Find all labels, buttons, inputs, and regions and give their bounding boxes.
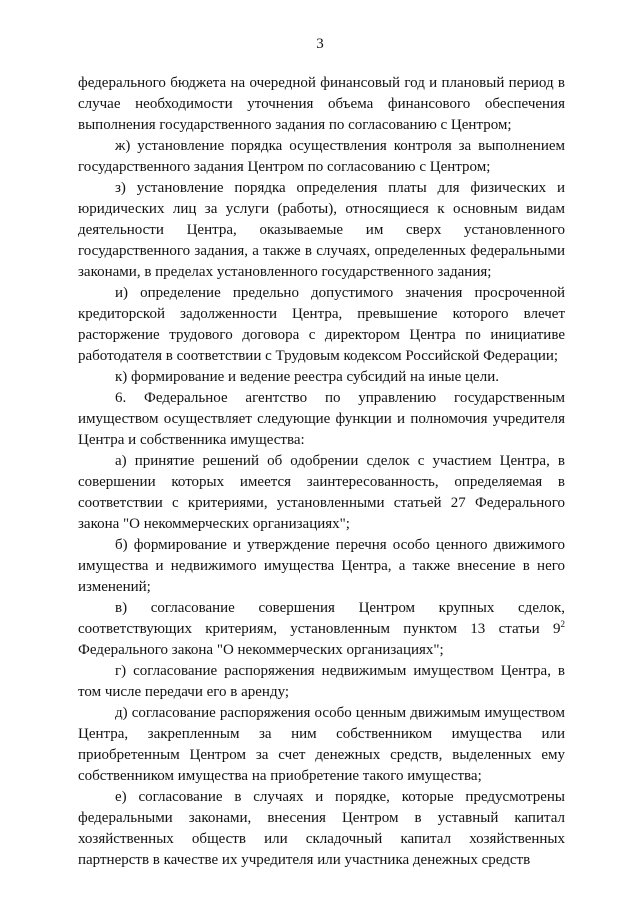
document-body — [78, 73, 565, 871]
paragraph-section-6: 6. Федеральное агентство по управлению государственным имуществом осуществляет следующие функции и полномочия учредителя Центра и собственника имущества: — [78, 390, 565, 448]
paragraph-item-d: д) согласование распоряжения особо ценным движимым имуществом Центра, закрепленным за ним собственником имущества или приобретенным Центром за счет денежных средств, выделенных ему собственником имущества на приобретение такого имущества; — [78, 705, 565, 784]
paragraph-item-k: к) формирование и ведение реестра субсидий на иные цели. — [115, 369, 499, 385]
paragraph-item-z: з) установление порядка определения платы для физических и юридических лиц за услуги (работы), относящиеся к основным видам деятельности Центра, оказываемые им сверх установленного государственного задания, а также в случаях, определенных федеральными законами, в пределах установленного государственного задания; — [78, 180, 565, 280]
paragraph-item-v-main: в) согласование совершения Центром крупных сделок, соответствующих критериям, установленным пунктом 13 статьи 9 — [78, 600, 565, 637]
paragraph-item-zh: ж) установление порядка осуществления контроля за выполнением государственного задания Центром по согласованию с Центром; — [78, 138, 565, 175]
paragraph-item-v — [78, 598, 565, 661]
paragraph-item-a: а) принятие решений об одобрении сделок с участием Центра, в совершении которых имеется заинтересованность, определяемая в соответствии с критериями, установленными статьей 27 Федерального закона "О некоммерческих организациях"; — [78, 453, 565, 532]
page-number: 3 — [316, 36, 324, 52]
paragraph-item-b: б) формирование и утверждение перечня особо ценного движимого имущества и недвижимого имущества Центра, а также внесение в него изменений; — [78, 537, 565, 595]
paragraph-continuation: федерального бюджета на очередной финансовый год и плановый период в случае необходимости уточнения объема финансового обеспечения выполнения государственного задания по согласованию с Центром; — [78, 75, 565, 133]
paragraph-item-g: г) согласование распоряжения недвижимым имуществом Центра, в том числе передачи его в аренду; — [78, 663, 565, 700]
paragraph-item-e: е) согласование в случаях и порядке, которые предусмотрены федеральными законами, внесения Центром в уставный капитал хозяйственных обществ или складочный капитал хозяйственных партнерств в качестве их учредителя или участника денежных средств — [78, 789, 565, 868]
paragraph-item-v-superscript: 2 — [560, 619, 565, 629]
paragraph-item-v-tail: Федерального закона "О некоммерческих организациях"; — [78, 642, 444, 658]
paragraph-item-i: и) определение предельно допустимого значения просроченной кредиторской задолженности Центра, превышение которого влечет расторжение трудового договора с директором Центра по инициативе работодателя в соответствии с Трудовым кодексом Российской Федерации; — [78, 285, 565, 364]
